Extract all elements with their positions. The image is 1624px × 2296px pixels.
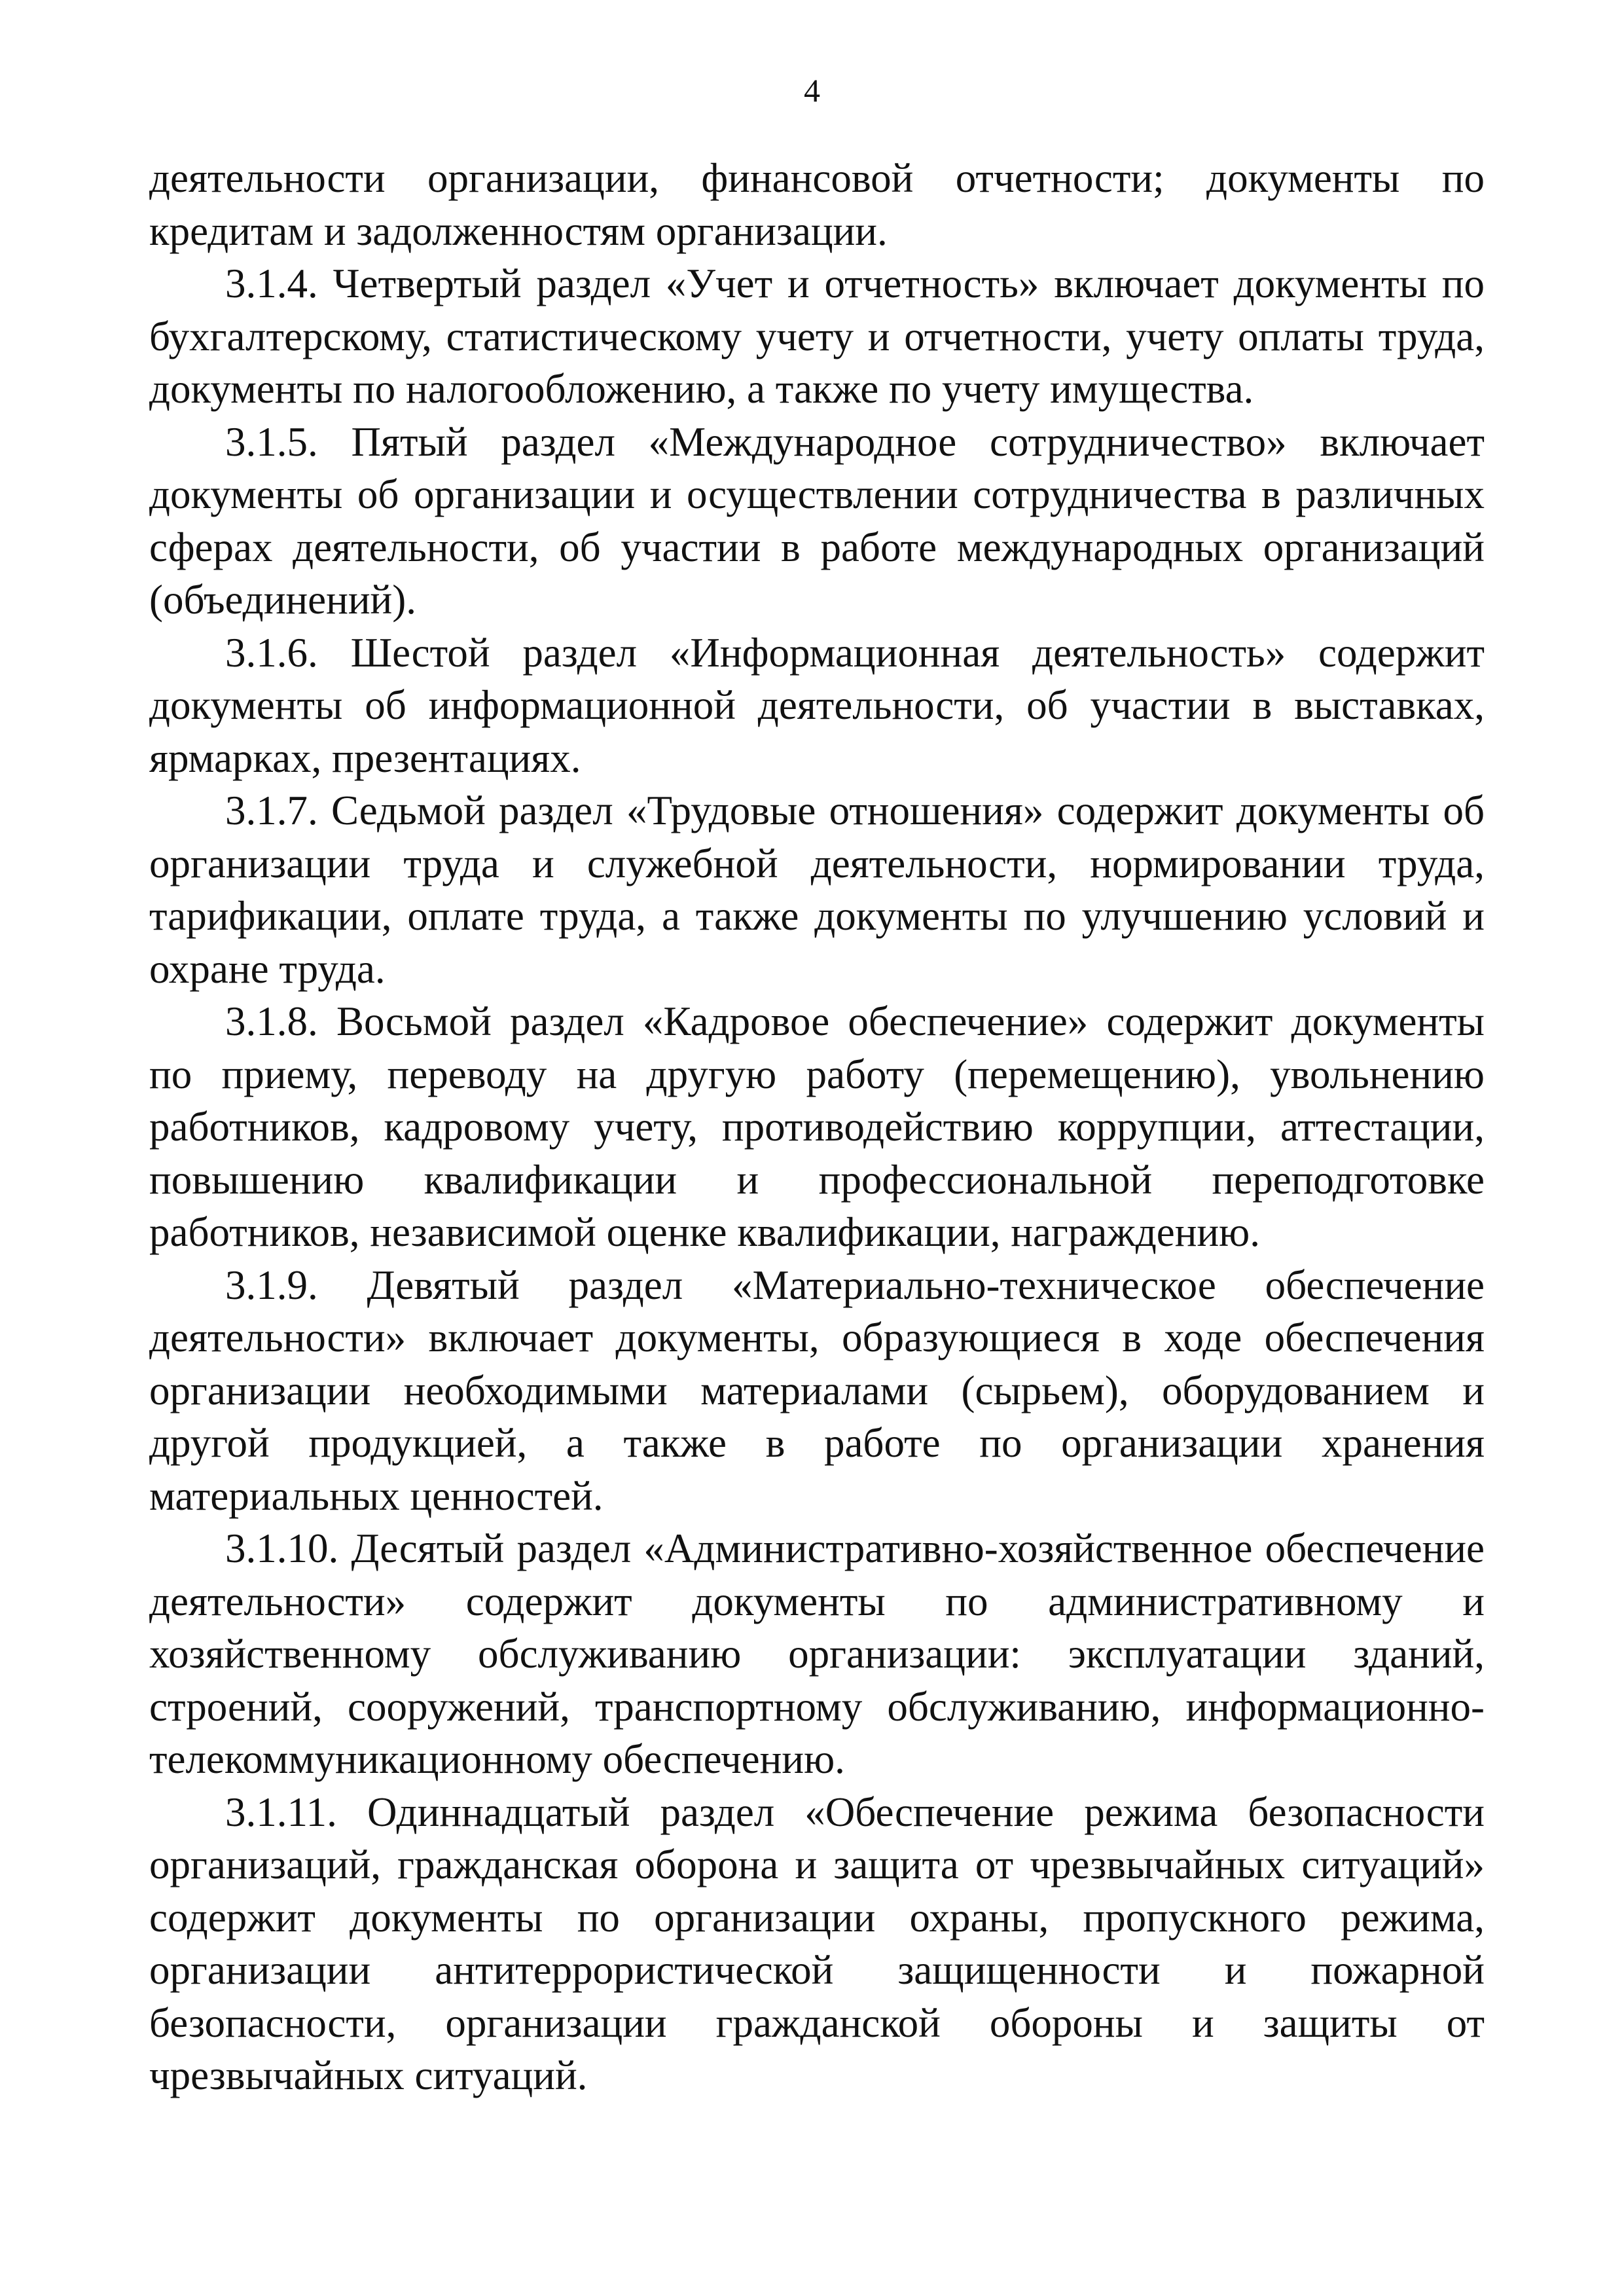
paragraph-3-1-11: 3.1.11. Одиннадцатый раздел «Обеспечение режима безопасности организаций, гражданская оборона и защита от чрезвычайных ситуаций» содержит документы по организации охраны, пропускного режима, организации антитеррористической защищенности и пожарной безопасности, организации гражданской обороны и защиты от чрезвычайных ситуаций. [149,1789,1485,2098]
paragraph-3-1-8: 3.1.8. Восьмой раздел «Кадровое обеспечение» содержит документы по приему, переводу на другую работу (перемещению), увольнению работников, кадровому учету, противодействию коррупции, аттестации, повышению квалификации и профессиональной переподготовке работников, независимой оценке квалификации, награждению. [149,998,1485,1255]
paragraph-3-1-5: 3.1.5. Пятый раздел «Международное сотрудничество» включает документы об организации и осуществлении сотрудничества в различных сферах деятельности, об участии в работе международных организаций (объединений). [149,418,1485,623]
paragraph-3-1-6: 3.1.6. Шестой раздел «Информационная деятельность» содержит документы об информационной деятельности, об участии в выставках, ярмарках, презентациях. [149,629,1485,781]
paragraph-3-1-9: 3.1.9. Девятый раздел «Материально-техническое обеспечение деятельности» включает документы, образующиеся в ходе обеспечения организации необходимыми материалами (сырьем), оборудованием и другой продукцией, а также в работе по организации хранения материальных ценностей. [149,1262,1485,1519]
paragraph-3-1-7: 3.1.7. Седьмой раздел «Трудовые отношения» содержит документы об организации труда и служебной деятельности, нормировании труда, тарификации, оплате труда, а также документы по улучшению условий и охране труда. [149,788,1485,992]
document-body [149,152,1485,2102]
paragraph-continuation: деятельности организации, финансовой отчетности; документы по кредитам и задолженностям организации. [149,155,1485,254]
page-number: 4 [804,72,820,109]
paragraph-3-1-10: 3.1.10. Десятый раздел «Административно-хозяйственное обеспечение деятельности» содержит документы по административному и хозяйственному обслуживанию организации: эксплуатации зданий, строений, сооружений, транспортному обслуживанию, информационно-телекоммуникационному обеспечению. [149,1525,1485,1782]
paragraph-3-1-4: 3.1.4. Четвертый раздел «Учет и отчетность» включает документы по бухгалтерскому, статистическому учету и отчетности, учету оплаты труда, документы по налогообложению, а также по учету имущества. [149,261,1485,412]
